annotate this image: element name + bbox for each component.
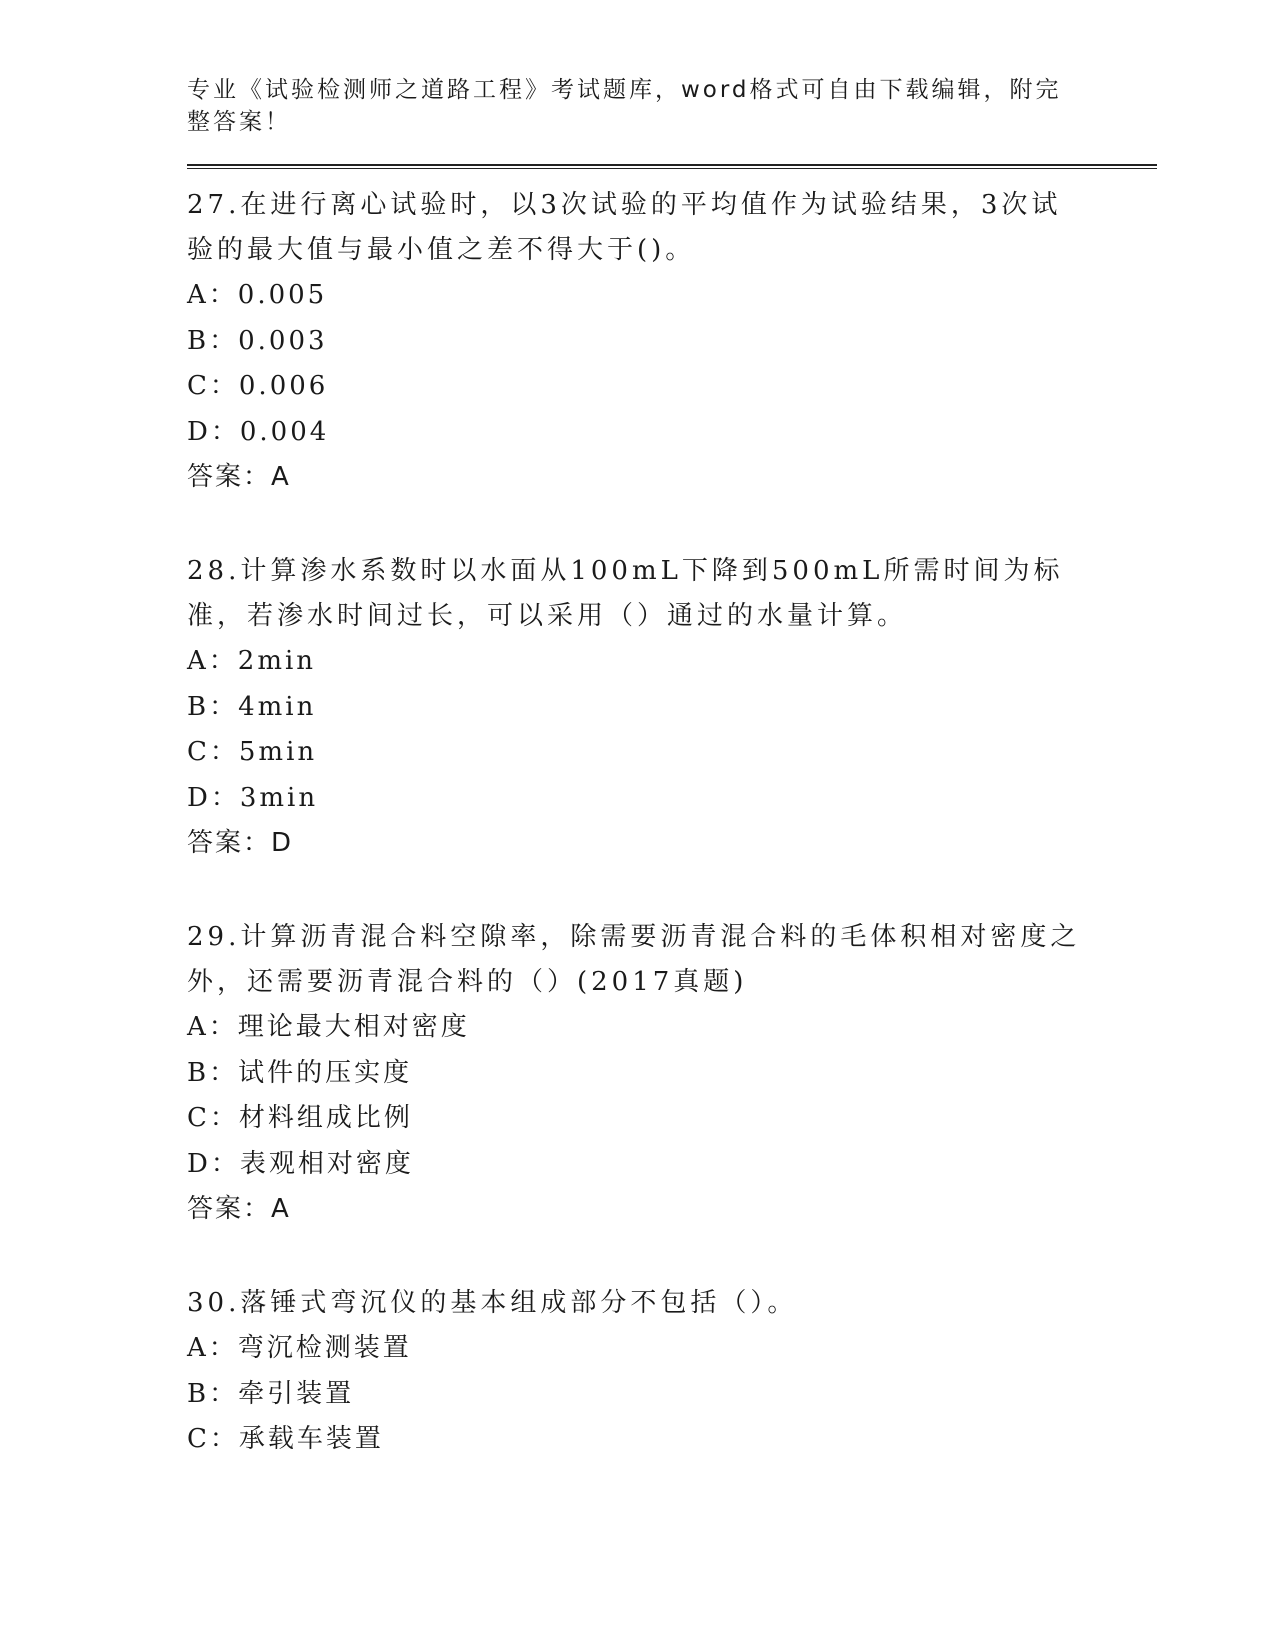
question-29 [187,915,1157,1231]
option-d: D：3min [187,782,319,813]
question-text: 30.落锤式弯沉仪的基本组成部分不包括（）。 [187,1288,798,1318]
option-c: C：承载车装置 [187,1424,384,1454]
question-text: 29.计算沥青混合料空隙率，除需要沥青混合料的毛体积相对密度之外，还需要沥青混合料的（）(2017真题) [187,922,1081,997]
option-a: A：理论最大相对密度 [187,1012,470,1042]
answer-line: 答案：D [187,828,294,858]
answer-line: 答案：A [187,462,291,492]
option-d: D：0.004 [187,416,330,447]
option-b: B：0.003 [187,325,328,356]
document-page [187,74,1157,1463]
option-a: A：弯沉检测装置 [187,1333,412,1363]
header-divider [187,164,1157,169]
answer-line: 答案：A [187,1194,291,1224]
question-text: 28.计算渗水系数时以水面从100mL下降到500mL所需时间为标准，若渗水时间过长，可以采用（）通过的水量计算。 [187,556,1064,631]
option-c: C：0.006 [187,371,329,401]
option-b: B：4min [187,691,317,722]
question-text: 27.在进行离心试验时，以3次试验的平均值作为试验结果，3次试验的最大值与最小值之差不得大于()。 [187,190,1062,265]
option-b: B：试件的压实度 [187,1057,413,1088]
question-30 [187,1281,1157,1463]
option-c: C：材料组成比例 [187,1103,413,1133]
document-header: 专业《试验检测师之道路工程》考试题库，word格式可自由下载编辑，附完整答案！ [187,77,1062,135]
option-a: A：0.005 [187,280,328,310]
question-28 [187,549,1157,865]
option-b: B：牵引装置 [187,1378,355,1409]
question-27 [187,183,1157,499]
option-a: A：2min [187,646,317,676]
option-c: C：5min [187,737,318,767]
option-d: D：表观相对密度 [187,1148,414,1179]
